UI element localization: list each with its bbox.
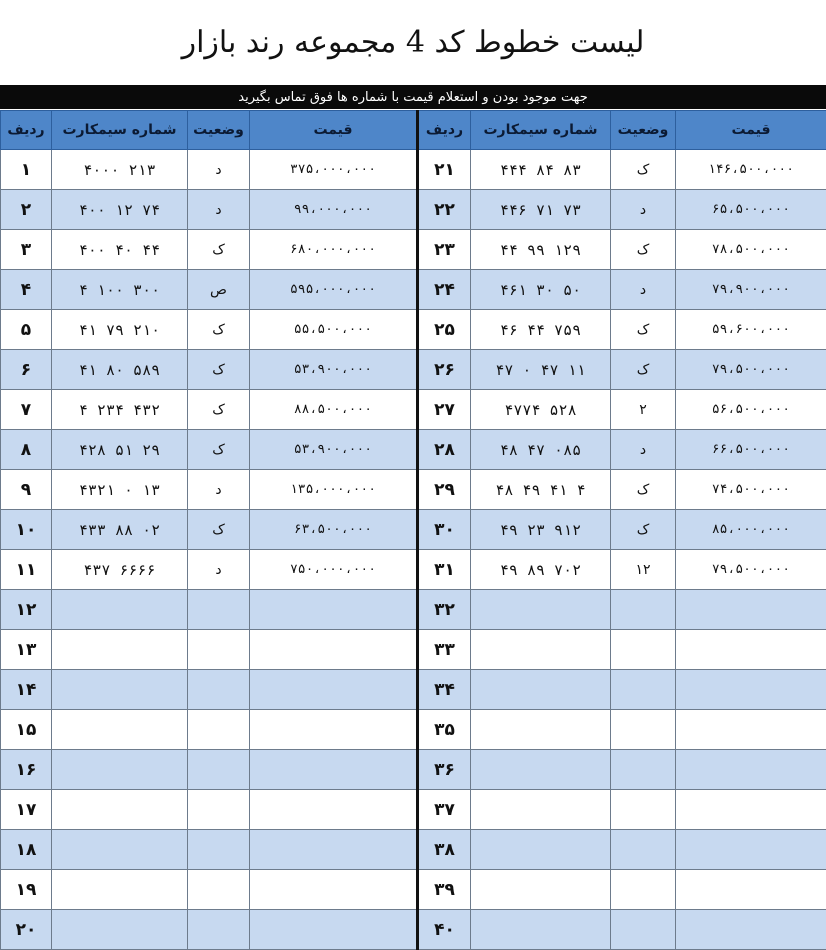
cell-status — [611, 790, 676, 830]
cell-number — [52, 750, 188, 790]
cell-price — [250, 630, 418, 670]
table-row — [1, 830, 826, 870]
cell-status — [188, 750, 250, 790]
cell-index: ۲۰ — [1, 910, 52, 950]
cell-status: ک — [611, 510, 676, 550]
cell-status — [188, 830, 250, 870]
cell-price — [676, 750, 826, 790]
cell-status — [611, 630, 676, 670]
cell-index: ۲۲ — [418, 190, 471, 230]
cell-number — [52, 670, 188, 710]
cell-price — [250, 910, 418, 950]
cell-number: ۴۳۷ ۶۶۶۶ — [52, 550, 188, 590]
cell-index: ۱ — [1, 150, 52, 190]
cell-status: د — [188, 470, 250, 510]
cell-price: ۵۳،۹۰۰،۰۰۰ — [250, 350, 418, 390]
cell-price: ۱۴۶،۵۰۰،۰۰۰ — [676, 150, 826, 190]
cell-index: ۲۵ — [418, 310, 471, 350]
cell-price: ۷۸،۵۰۰،۰۰۰ — [676, 230, 826, 270]
cell-number: ۴۷ ۰ ۴۷ ۱۱ — [471, 350, 611, 390]
cell-number: ۴۷۷۴ ۵۲۸ — [471, 390, 611, 430]
cell-index: ۳۷ — [418, 790, 471, 830]
cell-price: ۷۹،۹۰۰،۰۰۰ — [676, 270, 826, 310]
cell-status: ک — [611, 310, 676, 350]
cell-index: ۳۴ — [418, 670, 471, 710]
cell-status: د — [188, 150, 250, 190]
cell-index: ۴۰ — [418, 910, 471, 950]
table-row — [1, 190, 826, 230]
cell-status — [611, 750, 676, 790]
header-number: شماره سیمکارت — [52, 111, 188, 150]
cell-number — [52, 870, 188, 910]
cell-price — [250, 710, 418, 750]
cell-number: ۴۲۸ ۵۱ ۲۹ — [52, 430, 188, 470]
cell-index: ۱۶ — [1, 750, 52, 790]
cell-number — [471, 910, 611, 950]
table-row — [1, 630, 826, 670]
cell-index: ۳۶ — [418, 750, 471, 790]
cell-index: ۲۶ — [418, 350, 471, 390]
cell-price — [676, 630, 826, 670]
cell-price — [250, 590, 418, 630]
cell-price: ۷۹،۵۰۰،۰۰۰ — [676, 550, 826, 590]
cell-number: ۴۰۰ ۱۲ ۷۴ — [52, 190, 188, 230]
cell-status — [188, 910, 250, 950]
cell-status: ک — [188, 230, 250, 270]
table-row — [1, 710, 826, 750]
table-row — [1, 470, 826, 510]
cell-price: ۶۳،۵۰۰،۰۰۰ — [250, 510, 418, 550]
cell-number: ۴۶ ۴۴ ۷۵۹ — [471, 310, 611, 350]
cell-price — [250, 870, 418, 910]
cell-number: ۴۳۲۱ ۰ ۱۳ — [52, 470, 188, 510]
cell-number — [52, 830, 188, 870]
header-number: شماره سیمکارت — [471, 111, 611, 150]
table-body — [1, 150, 826, 950]
table-row — [1, 230, 826, 270]
cell-price: ۵۹۵،۰۰۰،۰۰۰ — [250, 270, 418, 310]
cell-number — [471, 590, 611, 630]
cell-number: ۴۸ ۴۷ ۰۸۵ — [471, 430, 611, 470]
table-row — [1, 590, 826, 630]
cell-index: ۳۳ — [418, 630, 471, 670]
cell-status: د — [611, 270, 676, 310]
header-price: قیمت — [250, 111, 418, 150]
cell-number — [471, 670, 611, 710]
cell-index: ۳۸ — [418, 830, 471, 870]
cell-number — [52, 710, 188, 750]
table-row — [1, 910, 826, 950]
cell-status: د — [611, 430, 676, 470]
cell-status: ۱۲ — [611, 550, 676, 590]
cell-index: ۲۷ — [418, 390, 471, 430]
table-row — [1, 670, 826, 710]
cell-status: ص — [188, 270, 250, 310]
cell-index: ۸ — [1, 430, 52, 470]
cell-price — [676, 910, 826, 950]
table-row — [1, 310, 826, 350]
cell-index: ۲۳ — [418, 230, 471, 270]
table-row — [1, 550, 826, 590]
cell-index: ۱۰ — [1, 510, 52, 550]
cell-status: ک — [611, 470, 676, 510]
cell-number: ۴۱ ۸۰ ۵۸۹ — [52, 350, 188, 390]
cell-number: ۴۴۴ ۸۴ ۸۳ — [471, 150, 611, 190]
cell-number: ۴۹ ۸۹ ۷۰۲ — [471, 550, 611, 590]
cell-status — [611, 830, 676, 870]
cell-status: ک — [611, 150, 676, 190]
cell-index: ۳۱ — [418, 550, 471, 590]
header-price: قیمت — [676, 111, 826, 150]
header-status: وضعیت — [188, 111, 250, 150]
cell-number — [52, 910, 188, 950]
cell-index: ۲۹ — [418, 470, 471, 510]
cell-index: ۹ — [1, 470, 52, 510]
cell-price — [676, 670, 826, 710]
cell-price — [676, 830, 826, 870]
cell-price: ۷۵۰،۰۰۰،۰۰۰ — [250, 550, 418, 590]
cell-number — [471, 870, 611, 910]
cell-number — [471, 710, 611, 750]
cell-price: ۷۹،۵۰۰،۰۰۰ — [676, 350, 826, 390]
cell-price: ۳۷۵،۰۰۰،۰۰۰ — [250, 150, 418, 190]
cell-number — [471, 750, 611, 790]
cell-status: ۲ — [611, 390, 676, 430]
cell-number: ۴۸ ۴۹ ۴۱ ۴ — [471, 470, 611, 510]
cell-price — [676, 710, 826, 750]
cell-number: ۴۶۱ ۳۰ ۵۰ — [471, 270, 611, 310]
cell-price: ۵۵،۵۰۰،۰۰۰ — [250, 310, 418, 350]
cell-price — [676, 590, 826, 630]
table-row — [1, 350, 826, 390]
cell-status: ک — [188, 510, 250, 550]
cell-number — [471, 830, 611, 870]
cell-number — [52, 590, 188, 630]
cell-status: ک — [188, 390, 250, 430]
cell-price — [250, 830, 418, 870]
cell-price: ۵۹،۶۰۰،۰۰۰ — [676, 310, 826, 350]
header-index: ردیف — [418, 111, 471, 150]
table-row — [1, 430, 826, 470]
cell-number: ۴۰۰۰ ۲۱۳ — [52, 150, 188, 190]
cell-price: ۹۹،۰۰۰،۰۰۰ — [250, 190, 418, 230]
cell-number: ۴۱ ۷۹ ۲۱۰ — [52, 310, 188, 350]
cell-index: ۱۴ — [1, 670, 52, 710]
cell-status — [611, 670, 676, 710]
cell-status — [611, 710, 676, 750]
cell-number: ۴۹ ۲۳ ۹۱۲ — [471, 510, 611, 550]
cell-number — [52, 790, 188, 830]
cell-number — [471, 630, 611, 670]
cell-status — [611, 590, 676, 630]
cell-index: ۳ — [1, 230, 52, 270]
cell-index: ۱۸ — [1, 830, 52, 870]
cell-price: ۸۵،۰۰۰،۰۰۰ — [676, 510, 826, 550]
cell-index: ۳۰ — [418, 510, 471, 550]
cell-index: ۱۱ — [1, 550, 52, 590]
cell-status: د — [611, 190, 676, 230]
cell-price: ۶۸۰،۰۰۰،۰۰۰ — [250, 230, 418, 270]
cell-status — [188, 710, 250, 750]
header-row — [1, 111, 826, 150]
cell-price — [676, 790, 826, 830]
cell-number — [471, 790, 611, 830]
cell-price: ۵۶،۵۰۰،۰۰۰ — [676, 390, 826, 430]
table-row — [1, 510, 826, 550]
cell-index: ۲۱ — [418, 150, 471, 190]
table-row — [1, 390, 826, 430]
cell-status — [188, 870, 250, 910]
cell-status — [188, 630, 250, 670]
cell-index: ۵ — [1, 310, 52, 350]
cell-price: ۸۸،۵۰۰،۰۰۰ — [250, 390, 418, 430]
cell-index: ۳۲ — [418, 590, 471, 630]
cell-status: د — [188, 550, 250, 590]
cell-number: ۴ ۲۳۴ ۴۳۲ — [52, 390, 188, 430]
page-title: لیست خطوط کد 4 مجموعه رند بازار — [0, 0, 826, 84]
cell-index: ۱۹ — [1, 870, 52, 910]
cell-status — [188, 670, 250, 710]
cell-status — [188, 790, 250, 830]
notice-banner: جهت موجود بودن و استعلام قیمت با شماره ها فوق تماس بگیرید — [0, 85, 826, 109]
cell-status — [611, 910, 676, 950]
cell-price: ۱۳۵،۰۰۰،۰۰۰ — [250, 470, 418, 510]
cell-index: ۱۳ — [1, 630, 52, 670]
cell-price — [676, 870, 826, 910]
cell-number — [52, 630, 188, 670]
cell-price: ۵۳،۹۰۰،۰۰۰ — [250, 430, 418, 470]
cell-index: ۱۲ — [1, 590, 52, 630]
cell-index: ۴ — [1, 270, 52, 310]
cell-number: ۴ ۱۰۰ ۳۰۰ — [52, 270, 188, 310]
cell-index: ۲۴ — [418, 270, 471, 310]
header-status: وضعیت — [611, 111, 676, 150]
table-row — [1, 270, 826, 310]
cell-index: ۲۸ — [418, 430, 471, 470]
cell-price: ۶۵،۵۰۰،۰۰۰ — [676, 190, 826, 230]
cell-price: ۶۶،۵۰۰،۰۰۰ — [676, 430, 826, 470]
cell-status: د — [188, 190, 250, 230]
cell-price — [250, 750, 418, 790]
table-row — [1, 790, 826, 830]
cell-status: ک — [188, 430, 250, 470]
cell-status — [188, 590, 250, 630]
table-row — [1, 750, 826, 790]
cell-index: ۳۵ — [418, 710, 471, 750]
cell-status: ک — [611, 230, 676, 270]
table-row — [1, 870, 826, 910]
cell-index: ۷ — [1, 390, 52, 430]
sim-card-table — [0, 110, 826, 950]
cell-index: ۳۹ — [418, 870, 471, 910]
cell-number: ۴۰۰ ۴۰ ۴۴ — [52, 230, 188, 270]
cell-number: ۴۴۶ ۷۱ ۷۳ — [471, 190, 611, 230]
cell-price: ۷۴،۵۰۰،۰۰۰ — [676, 470, 826, 510]
cell-price — [250, 790, 418, 830]
cell-index: ۶ — [1, 350, 52, 390]
table-row — [1, 150, 826, 190]
cell-status: ک — [188, 310, 250, 350]
cell-number: ۴۴ ۹۹ ۱۲۹ — [471, 230, 611, 270]
cell-price — [250, 670, 418, 710]
cell-status: ک — [611, 350, 676, 390]
cell-status: ک — [188, 350, 250, 390]
cell-index: ۱۷ — [1, 790, 52, 830]
cell-status — [611, 870, 676, 910]
cell-number: ۴۳۳ ۸۸ ۰۲ — [52, 510, 188, 550]
header-index: ردیف — [1, 111, 52, 150]
cell-index: ۲ — [1, 190, 52, 230]
cell-index: ۱۵ — [1, 710, 52, 750]
